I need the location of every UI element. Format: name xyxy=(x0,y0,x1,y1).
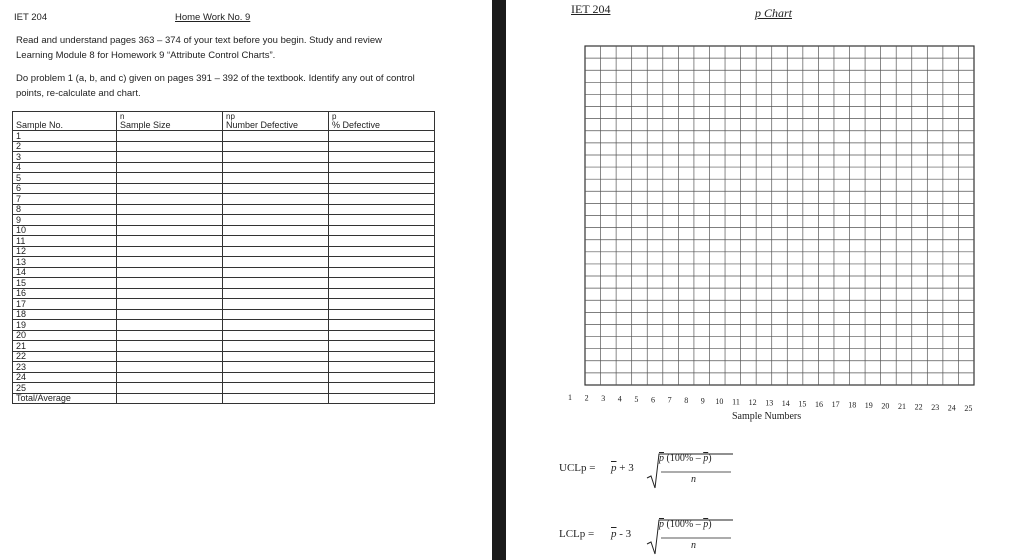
table-cell[interactable] xyxy=(223,393,329,404)
x-tick-label: 12 xyxy=(748,397,757,407)
sample-number: 2 xyxy=(13,141,117,152)
table-cell[interactable] xyxy=(117,351,223,362)
table-cell[interactable] xyxy=(223,351,329,362)
sample-number: 11 xyxy=(13,236,117,247)
x-tick-label: 7 xyxy=(667,395,672,405)
table-cell[interactable] xyxy=(223,141,329,152)
table-row xyxy=(13,257,435,268)
sample-number: 8 xyxy=(13,204,117,215)
table-cell[interactable] xyxy=(117,152,223,163)
sample-number: 1 xyxy=(13,131,117,142)
table-cell[interactable] xyxy=(223,309,329,320)
header-sample-size: Sample Size xyxy=(117,121,223,131)
sample-number: 15 xyxy=(13,278,117,289)
table-row xyxy=(13,183,435,194)
table-cell[interactable] xyxy=(329,225,435,236)
table-symbol-row xyxy=(13,112,435,121)
table-cell[interactable] xyxy=(329,267,435,278)
sample-number: 22 xyxy=(13,351,117,362)
table-cell[interactable] xyxy=(117,204,223,215)
ucl-formula xyxy=(559,453,759,492)
table-cell[interactable] xyxy=(223,278,329,289)
table-cell[interactable] xyxy=(223,162,329,173)
table-row xyxy=(13,362,435,373)
table-cell[interactable] xyxy=(117,320,223,331)
table-cell[interactable] xyxy=(117,288,223,299)
x-tick-label: 24 xyxy=(947,403,956,413)
table-cell[interactable] xyxy=(117,257,223,268)
x-tick-label: 20 xyxy=(881,401,890,411)
ucl-label: UCLp = xyxy=(559,462,596,474)
table-cell[interactable] xyxy=(329,257,435,268)
x-tick-label: 6 xyxy=(651,395,655,405)
table-cell[interactable] xyxy=(223,246,329,257)
header-percent-defective: % Defective xyxy=(329,121,435,131)
lcl-label: LCLp = xyxy=(559,528,595,540)
sample-number: 17 xyxy=(13,299,117,310)
table-cell[interactable] xyxy=(329,309,435,320)
table-cell[interactable] xyxy=(223,131,329,142)
sample-number: 23 xyxy=(13,362,117,373)
homework-title: Home Work No. 9 xyxy=(175,12,251,23)
table-cell[interactable] xyxy=(329,162,435,173)
sample-number: 24 xyxy=(13,372,117,383)
table-cell[interactable] xyxy=(329,299,435,310)
table-cell[interactable] xyxy=(223,299,329,310)
table-row xyxy=(13,131,435,142)
page-divider xyxy=(492,0,506,560)
table-cell[interactable] xyxy=(223,267,329,278)
sample-number: 18 xyxy=(13,309,117,320)
x-tick-label: 16 xyxy=(815,399,823,409)
x-axis-label: Sample Numbers xyxy=(732,411,802,422)
lcl-radicand-denominator: n xyxy=(691,540,696,551)
table-cell[interactable] xyxy=(117,383,223,394)
table-cell[interactable] xyxy=(329,215,435,226)
x-tick-label: 3 xyxy=(601,393,606,403)
instruction-line-2: Learning Module 8 for Homework 9 “Attribute Control Charts”. xyxy=(16,50,276,61)
table-cell[interactable] xyxy=(329,288,435,299)
x-tick-label: 10 xyxy=(715,397,724,407)
table-cell[interactable] xyxy=(117,194,223,205)
table-row xyxy=(13,341,435,352)
header-sample-no: Sample No. xyxy=(13,121,117,131)
table-cell[interactable] xyxy=(223,215,329,226)
table-row xyxy=(13,236,435,247)
lcl-expression: $\overline{p} - 3$ xyxy=(611,528,632,540)
table-cell[interactable] xyxy=(117,225,223,236)
table-row xyxy=(13,141,435,152)
sample-number: 3 xyxy=(13,152,117,163)
symbol-cell: np xyxy=(223,112,329,121)
table-row xyxy=(13,204,435,215)
table-row xyxy=(13,288,435,299)
table-cell[interactable] xyxy=(329,152,435,163)
table-cell[interactable] xyxy=(329,383,435,394)
table-cell[interactable] xyxy=(329,194,435,205)
table-cell[interactable] xyxy=(223,383,329,394)
table-cell[interactable] xyxy=(329,131,435,142)
chart-title: p Chart xyxy=(755,6,793,20)
table-row xyxy=(13,330,435,341)
table-cell[interactable] xyxy=(117,309,223,320)
table-cell[interactable] xyxy=(329,393,435,404)
sample-number: 20 xyxy=(13,330,117,341)
table-cell[interactable] xyxy=(117,173,223,184)
sample-number: 7 xyxy=(13,194,117,205)
table-cell[interactable] xyxy=(329,204,435,215)
table-cell[interactable] xyxy=(329,320,435,331)
table-cell[interactable] xyxy=(329,246,435,257)
table-cell[interactable] xyxy=(117,141,223,152)
table-cell[interactable] xyxy=(223,183,329,194)
table-cell[interactable] xyxy=(223,288,329,299)
table-cell[interactable] xyxy=(117,372,223,383)
table-row xyxy=(13,278,435,289)
sample-number: 13 xyxy=(13,257,117,268)
table-row xyxy=(13,173,435,184)
sample-number: 16 xyxy=(13,288,117,299)
x-tick-label: 1 xyxy=(568,393,572,402)
table-row xyxy=(13,152,435,163)
ucl-expression: $\overline{p} + 3$ xyxy=(611,462,634,474)
symbol-cell: p xyxy=(329,112,435,121)
table-cell[interactable] xyxy=(329,236,435,247)
x-tick-label: 15 xyxy=(798,399,807,409)
sample-number: 6 xyxy=(13,183,117,194)
x-tick-label: 21 xyxy=(898,402,906,411)
x-tick-label: 14 xyxy=(781,398,790,408)
x-tick-label: 23 xyxy=(931,402,940,412)
x-tick-label: 18 xyxy=(848,400,857,410)
table-cell[interactable] xyxy=(329,173,435,184)
header-number-defective: Number Defective xyxy=(223,121,329,131)
course-code: IET 204 xyxy=(14,12,48,23)
lcl-radicand-numerator: $\overline{p}$ $(100\% - \overline{p})$ xyxy=(659,519,712,530)
table-cell[interactable] xyxy=(223,257,329,268)
table-cell[interactable] xyxy=(117,267,223,278)
table-cell[interactable] xyxy=(223,341,329,352)
sample-number: 10 xyxy=(13,225,117,236)
sample-number: 21 xyxy=(13,341,117,352)
symbol-cell: n xyxy=(117,112,223,121)
symbol-cell xyxy=(13,112,117,121)
x-tick-label: 4 xyxy=(617,394,622,404)
table-row xyxy=(13,383,435,394)
table-cell[interactable] xyxy=(329,362,435,373)
ucl-radicand-denominator: n xyxy=(691,474,696,485)
table-cell[interactable] xyxy=(329,278,435,289)
table-cell[interactable] xyxy=(117,236,223,247)
sample-number: 5 xyxy=(13,173,117,184)
sample-number: 12 xyxy=(13,246,117,257)
table-cell[interactable] xyxy=(117,330,223,341)
table-cell[interactable] xyxy=(117,393,223,404)
table-cell[interactable] xyxy=(223,173,329,184)
table-cell[interactable] xyxy=(223,204,329,215)
x-tick-label: 19 xyxy=(864,401,873,411)
table-header-row xyxy=(13,121,435,131)
x-tick-label: 9 xyxy=(700,396,705,406)
table-row xyxy=(13,309,435,320)
table-row xyxy=(13,351,435,362)
instruction-line-1: Read and understand pages 363 – 374 of your text before you begin. Study and review xyxy=(16,35,383,46)
x-tick-label: 17 xyxy=(831,400,840,410)
table-cell[interactable] xyxy=(223,320,329,331)
table-cell[interactable] xyxy=(329,341,435,352)
table-cell[interactable] xyxy=(117,183,223,194)
instruction-line-4: points, re-calculate and chart. xyxy=(16,88,141,99)
table-row xyxy=(13,299,435,310)
table-row xyxy=(13,246,435,257)
x-tick-label: 13 xyxy=(765,398,774,408)
x-tick-label: 11 xyxy=(732,397,740,407)
sample-number: 25 xyxy=(13,383,117,394)
table-cell[interactable] xyxy=(223,225,329,236)
sample-number: 14 xyxy=(13,267,117,278)
table-row xyxy=(13,215,435,226)
table-cell[interactable] xyxy=(117,215,223,226)
total-label: Total/Average xyxy=(13,393,117,404)
x-tick-label: 5 xyxy=(634,394,639,404)
table-row xyxy=(13,267,435,278)
x-tick-label: 8 xyxy=(684,396,689,406)
table-cell[interactable] xyxy=(329,372,435,383)
instruction-line-3: Do problem 1 (a, b, and c) given on pages 391 – 392 of the textbook. Identify any out of control xyxy=(16,73,415,84)
x-tick-label: 22 xyxy=(914,402,923,412)
ucl-radicand-numerator: $\overline{p}$ $(100\% - \overline{p})$ xyxy=(659,453,712,464)
table-row xyxy=(13,162,435,173)
table-cell[interactable] xyxy=(329,141,435,152)
table-total-row xyxy=(13,393,435,404)
table-cell[interactable] xyxy=(117,278,223,289)
table-row xyxy=(13,320,435,331)
table-cell[interactable] xyxy=(329,330,435,341)
x-tick-label: 25 xyxy=(964,403,973,413)
course-code: IET 204 xyxy=(571,2,611,16)
table-cell[interactable] xyxy=(117,162,223,173)
homework-page xyxy=(0,0,492,560)
table-row xyxy=(13,194,435,205)
table-row xyxy=(13,225,435,236)
p-chart-grid xyxy=(506,0,1024,420)
x-tick-label: 2 xyxy=(584,393,589,403)
table-cell[interactable] xyxy=(117,362,223,373)
table-row xyxy=(13,372,435,383)
table-cell[interactable] xyxy=(329,183,435,194)
table-cell[interactable] xyxy=(117,299,223,310)
sample-number: 19 xyxy=(13,320,117,331)
table-cell[interactable] xyxy=(223,236,329,247)
sample-data-table xyxy=(12,111,435,404)
table-cell[interactable] xyxy=(223,194,329,205)
table-cell[interactable] xyxy=(223,362,329,373)
table-cell[interactable] xyxy=(223,152,329,163)
sample-number: 9 xyxy=(13,215,117,226)
table-cell[interactable] xyxy=(117,131,223,142)
table-cell[interactable] xyxy=(223,330,329,341)
table-cell[interactable] xyxy=(223,372,329,383)
table-cell[interactable] xyxy=(117,246,223,257)
table-cell[interactable] xyxy=(117,341,223,352)
lcl-formula xyxy=(559,519,759,558)
table-cell[interactable] xyxy=(329,351,435,362)
sample-number: 4 xyxy=(13,162,117,173)
